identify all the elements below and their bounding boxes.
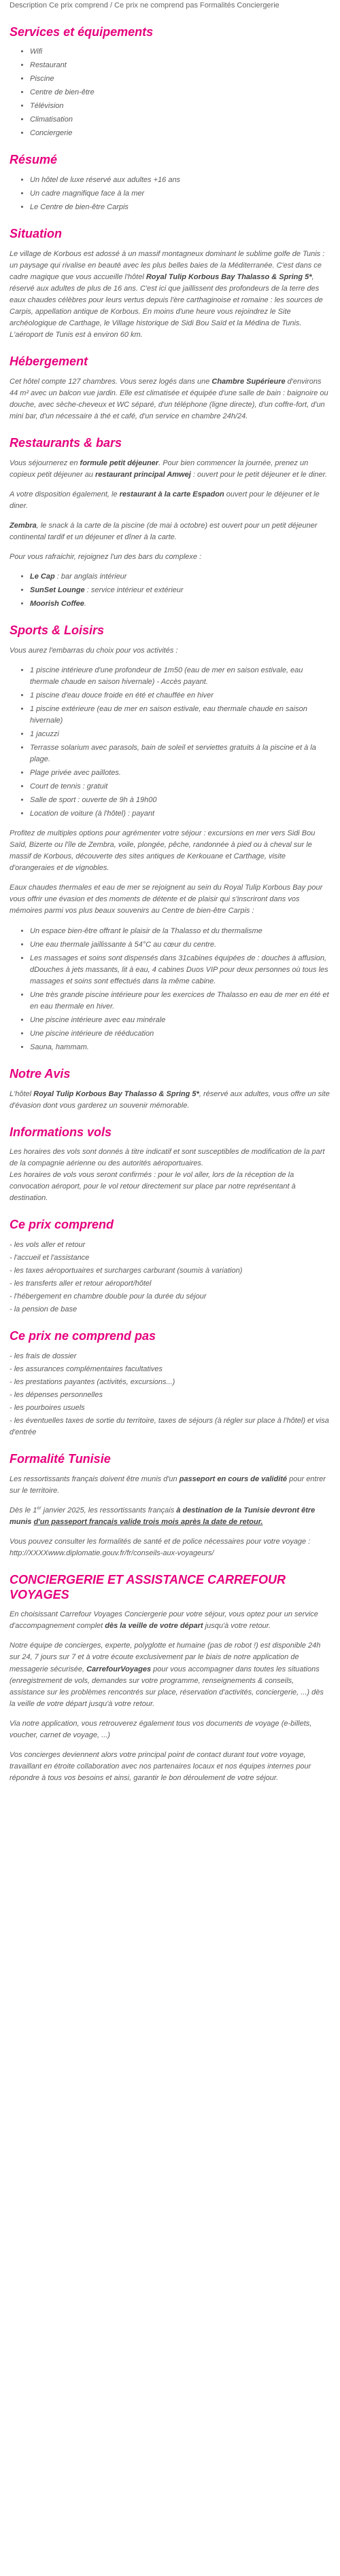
text-part: pour entrer sur le territoire.	[10, 1474, 326, 1495]
list-item: • Télévision	[30, 101, 330, 112]
list-item: - les transferts aller et retour aéroport/hôtel	[10, 1280, 152, 1288]
restaurants-section	[10, 458, 330, 610]
conciergerie-paragraph: Vos concierges deviennent alors votre principal point de contact durant tout votre voyage, travaillant en étroite collaboration avec nos partenaires locaux et nos équipes internes pour répondre à tous vos besoins et ainsi, garantir le bon déroulement de votre séjour.	[10, 1750, 311, 1782]
text-part: A votre disposition également, le	[10, 490, 120, 498]
text-part: Les ressortissants français doivent être munis d'un	[10, 1474, 180, 1483]
list-item: • Une eau thermale jaillissante à 54°C au cœur du centre.	[30, 939, 330, 951]
list-item: - les frais de dossier	[10, 1352, 77, 1360]
text-part: . Pour bien commencer la journée, prenez un copieux petit déjeuner au	[10, 458, 309, 479]
list-item	[30, 585, 330, 596]
list-item: • Sauna, hammam.	[30, 1042, 330, 1053]
text-part: Vous séjournerez en	[10, 458, 80, 467]
section-nav-text: Description Ce prix comprend / Ce prix ne comprend pas Formalités Conciergerie	[10, 1, 279, 10]
list-item: • Terrasse solarium avec parasols, bain de soleil et serviettes gratuits à la piscine et à la plage.	[30, 742, 330, 765]
document-required: passeport en cours de validité	[179, 1474, 288, 1483]
hebergement-text	[10, 376, 330, 422]
services-heading: Services et équipements	[10, 24, 154, 39]
bar-name: Moorish Coffee	[30, 599, 84, 608]
requirement-underlined: d'un passeport français valide trois mois après la date de retour.	[33, 1518, 263, 1527]
list-item: • 1 piscine intérieure d'une profondeur de 1m50 (eau de mer en saison estivale, eau thermale chaude en saison hivernale) - Accès payant.	[30, 665, 330, 688]
comprend-list	[10, 1239, 330, 1316]
text-part: , le snack à la carte de la piscine (de mai à octobre) est ouvert pour un petit déjeuner continental tardif et un déjeuner et dîner à la carte.	[10, 521, 318, 541]
resume-heading: Résumé	[10, 153, 58, 167]
list-item: • 1 jacuzzi	[30, 729, 330, 740]
vols-heading: Informations vols	[10, 1125, 112, 1139]
list-item: • Wifi	[30, 46, 330, 58]
list-item: • Un cadre magnifique face à la mer	[30, 188, 330, 200]
text-part: L'hôtel	[10, 1089, 34, 1098]
list-item: - la pension de base	[10, 1305, 78, 1314]
avis-text	[10, 1089, 330, 1112]
formalite-paragraph: Vous pouvez consulter les formalités de santé et de police nécessaires pour votre voyage : http://XXXXwww.diplomatie.gouv.fr/fr/conseils-aux-voyageurs/	[10, 1538, 311, 1558]
situation-text-part: , réservé aux adultes de plus de 16 ans. C'est ici que jaillissent des profondeurs de la terre des eaux chaudes célèbres pour leurs vertus depuis l'ère carthaginoise et romaine : les sources de Carpis, appellation antique de Korbous. En moins d'une heure vous rejoindrez le Site archéologique de Carthage, le Village historique de Sidi Bou Saïd et la Médina de Tunis. L'aéroport de Tunis est à environ 60 km.	[10, 272, 323, 340]
bars-intro: Pour vous rafraichir, rejoignez l'un des bars du complexe :	[10, 552, 202, 561]
ne-comprend-list	[10, 1351, 330, 1438]
hebergement-text-part: Cet hôtel compte 127 chambres. Vous serez logés dans une	[10, 377, 212, 386]
list-item: - les prestations payantes (activités, excursions...)	[10, 1378, 175, 1387]
bars-list	[10, 571, 330, 610]
situation-text	[10, 249, 330, 341]
situation-heading: Situation	[10, 227, 62, 241]
hotel-name: Royal Tulip Korbous Bay Thalasso & Spring 5*	[33, 1089, 199, 1098]
list-item	[30, 598, 330, 610]
list-item: • Court de tennis : gratuit	[30, 781, 330, 793]
restaurant-name: restaurant principal Amwej	[95, 470, 191, 479]
vols-section	[10, 1146, 330, 1204]
list-item: • Centre de bien-être	[30, 87, 330, 98]
list-item	[30, 571, 330, 583]
comprend-heading: Ce prix comprend	[10, 1218, 114, 1232]
situation-text-part: Le village de Korbous est adossé à un massif montagneux dominant le sublime golfe de Tunis : un paysage qui rivalise en beauté avec les plus belles baies de la Méditerranée. C'est dans ce cadre magique que vous accueille l'hôtel	[10, 249, 325, 281]
list-item: • Salle de sport : ouverte de 9h à 19h00	[30, 795, 330, 806]
hebergement-text-part: d'environs 44 m² avec un balcon vue jardin. Elle est climatisée et équipée d'une salle de bain : baignoire ou douche, avec sèche-cheveux et WC séparé, d'un téléphone (ligne directe), d'un coffre-fort, d'un mini bar, d'un nécessaire à thé et café, d'un service en chambre 24h/24.	[10, 377, 328, 420]
restaurants-paragraph	[10, 520, 330, 543]
hotel-name: Royal Tulip Korbous Bay Thalasso & Spring 5*	[146, 272, 312, 281]
list-item: • Le Centre de bien-être Carpis	[30, 202, 330, 213]
list-item: • Plage privée avec paillotes.	[30, 767, 330, 779]
requirement-text: à destination de la Tunisie devront être munis	[10, 1506, 316, 1527]
list-item: • Une très grande piscine intérieure pour les exercices de Thalasso en eau de mer en été et en eau thermale en hiver.	[30, 990, 330, 1013]
conciergerie-paragraph	[10, 1640, 330, 1709]
conciergerie-paragraph: Via notre application, vous retrouverez également tous vos documents de voyage (e-billets, voucher, carnet de voyage, ...)	[10, 1719, 312, 1739]
list-item: - les vols aller et retour	[10, 1241, 86, 1250]
list-item: - les pourboires usuels	[10, 1404, 85, 1413]
formalite-section	[10, 1474, 330, 1559]
list-item: • Une piscine intérieure avec eau minérale	[30, 1015, 330, 1026]
activities-list	[10, 665, 330, 820]
restaurant-name: restaurant à la carte Espadon	[119, 490, 224, 498]
bar-name: Le Cap	[30, 572, 55, 581]
room-type: Chambre Supérieure	[211, 377, 286, 386]
list-item: - l'accueil et l'assistance	[10, 1254, 90, 1263]
bar-desc: .	[84, 599, 86, 608]
list-item: - l'hébergement en chambre double pour la durée du séjour	[10, 1292, 207, 1301]
text-part: En choisissant Carrefour Voyages Conciergerie pour votre séjour, vous optez pour un service d'accompagnement complet	[10, 1610, 318, 1631]
conciergerie-paragraph	[10, 1609, 330, 1632]
text-part: Les horaires de vols vous seront confirmés : pour le vol aller, lors de la réception de la convocation aéroport, pour le vol retour directement sur place par notre représentant à destination.	[10, 1171, 296, 1203]
services-list	[10, 46, 330, 139]
bar-desc: : bar anglais intérieur	[54, 572, 127, 581]
formalite-paragraph	[10, 1474, 330, 1497]
text-part: Les horaires des vols sont donnés à titre indicatif et sont susceptibles de modification de la part de la compagnie aérienne ou des autorités aéroportuaires.	[10, 1148, 325, 1168]
ne-comprend-heading: Ce prix ne comprend pas	[10, 1329, 156, 1343]
list-item: - les taxes aéroportuaires et surcharges carburant (soumis à variation)	[10, 1267, 243, 1275]
text-part: Dès le 1	[10, 1506, 37, 1514]
text-part: , réservé aux adultes, vous offre un site d'évasion dont vous garderez un souvenir mémorable.	[10, 1089, 330, 1110]
list-item: • 1 piscine extérieure (eau de mer en saison estivale, eau thermale chaude en saison hivernale)	[30, 704, 330, 727]
list-item: - les dépenses personnelles	[10, 1391, 103, 1400]
board-type: formule petit déjeuner	[80, 458, 159, 467]
resume-list	[10, 175, 330, 213]
list-item: • Un espace bien-être offrant le plaisir de la Thalasso et du thermalisme	[30, 926, 330, 937]
formalite-paragraph	[10, 1505, 330, 1528]
list-item: • Piscine	[30, 73, 330, 85]
text-part: ouvert pour le déjeuner et le diner.	[10, 490, 320, 510]
list-item: - les éventuelles taxes de sortie du territoire, taxes de séjours (à régler sur place à l'hôtel) et visa d'entrée	[10, 1417, 329, 1437]
conciergerie-heading: CONCIERGERIE ET ASSISTANCE CARREFOUR VOYAGES	[10, 1573, 286, 1601]
list-item: • Location de voiture (à l'hôtel) : payant	[30, 808, 330, 820]
list-item: • Conciergerie	[30, 128, 330, 139]
excursions-text: Profitez de multiples options pour agrémenter votre séjour : excursions en mer vers Sidi Bou Saïd, Bizerte ou l'île de Zembra, voile, plongée, pêche, randonnée à pied ou à cheval sur le massif de Korbous, découverte des sites antiques de Kerkouane et Carthage, visite d'orangeraies et de vignobles.	[10, 829, 316, 873]
sports-heading: Sports & Loisirs	[10, 623, 105, 637]
conciergerie-section	[10, 1609, 330, 1784]
spa-intro: Eaux chaudes thermales et eau de mer se rejoignent au sein du Royal Tulip Korbous Bay pour vous offrir une évasion et des moments de détente et de plaisir qui s'inscriront dans vos mémoires parmi vos plus beaux souvenirs au Centre de bien-être Carpis :	[10, 884, 323, 915]
vols-text	[10, 1146, 330, 1204]
formalite-heading: Formalité Tunisie	[10, 1452, 111, 1466]
bar-desc: : service intérieur et extérieur	[84, 585, 184, 594]
avis-heading: Notre Avis	[10, 1066, 71, 1081]
list-item: • Un hôtel de luxe réservé aux adultes +16 ans	[30, 175, 330, 186]
bar-name: SunSet Lounge	[30, 585, 85, 594]
snack-name: Zembra	[10, 521, 37, 530]
spa-list	[10, 926, 330, 1053]
highlight-text: dès la veille de votre départ	[105, 1622, 203, 1631]
text-part: pour vous accompagner dans toutes les situations (enregistrement de vols, demandes sur votre programme, renseignements & conseils, assistance sur les problèmes rencontrés sur place, réservation d'activités, conciergerie, ...) dès la veille de votre départ jusqu'à votre retour.	[10, 1665, 324, 1708]
restaurants-paragraph	[10, 458, 330, 481]
sports-intro: Vous aurez l'embarras du choix pour vos activités :	[10, 646, 178, 655]
list-item: • Une piscine intérieure de rééducation	[30, 1028, 330, 1040]
app-name: CarrefourVoyages	[86, 1665, 152, 1673]
text-part: jusqu'à votre retour.	[203, 1622, 271, 1631]
sports-section	[10, 645, 330, 1053]
text-part: janvier 2025, les ressortissants français	[41, 1506, 177, 1514]
list-item: • Les massages et soins sont dispensés dans 31cabines équipées de : douches à affusion, dDouches à jets massants, lit à eau, 4 cabines Duos VIP pour deux personnes où tous les massages et soins sont effectués dans la même cabine.	[30, 953, 330, 987]
text-part: Notre équipe de concierges, experte, polyglotte et humaine (pas de robot !) est disponible 24h sur 24, 7 jours sur 7 et à votre écoute exclusivement par le biais de notre application de messagerie sécurisée,	[10, 1641, 321, 1673]
restaurants-heading: Restaurants & bars	[10, 435, 122, 450]
list-item: • 1 piscine d'eau douce froide en été et chauffée en hiver	[30, 690, 330, 702]
restaurants-paragraph	[10, 489, 330, 512]
text-part: : ouvert pour le petit déjeuner et le diner.	[190, 470, 327, 479]
ordinal-suffix: er	[37, 1506, 41, 1511]
list-item: - les assurances complémentaires facultatives	[10, 1365, 163, 1373]
list-item: • Restaurant	[30, 60, 330, 71]
hebergement-heading: Hébergement	[10, 355, 88, 369]
list-item: • Climatisation	[30, 114, 330, 126]
